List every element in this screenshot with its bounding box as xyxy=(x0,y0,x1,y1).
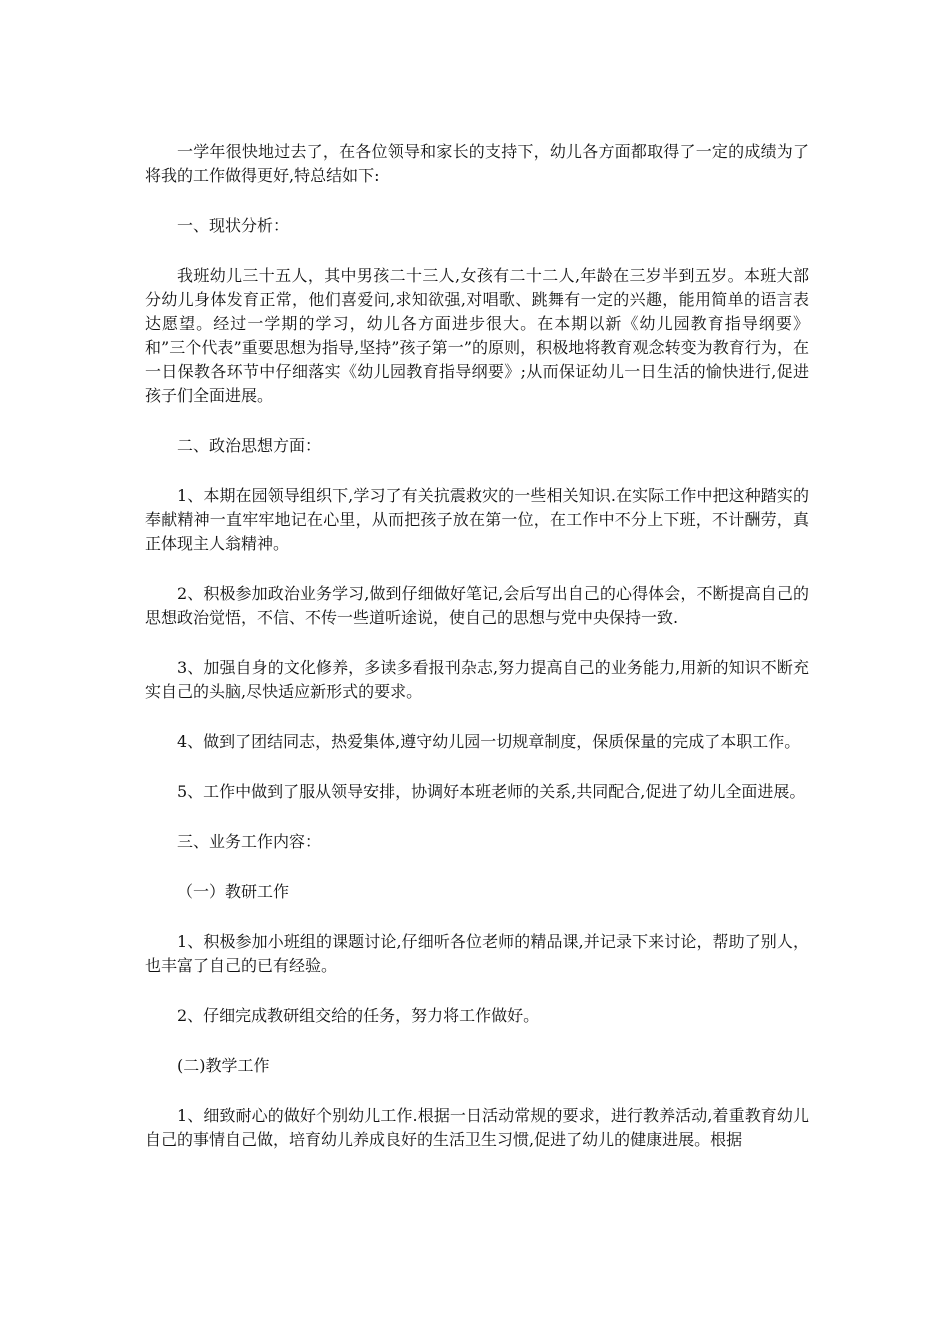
politics-item: 1、本期在园领导组织下,学习了有关抗震救灾的一些相关知识.在实际工作中把这种踏实的奉献精神一直牢牢地记在心里，从而把孩子放在第一位，在工作中不分上下班，不计酬劳，真正体现主人翁精神。 xyxy=(145,486,809,553)
research-item: 1、积极参加小班组的课题讨论,仔细听各位老师的精品课,并记录下来讨论，帮助了别人，也丰富了自己的已有经验。 xyxy=(145,932,809,975)
section-heading-politics: 二、政治思想方面： xyxy=(177,436,322,455)
politics-item: 2、积极参加政治业务学习,做到仔细做好笔记,会后写出自己的心得体会，不断提高自己的思想政治觉悟，不信、不传一些道听途说，使自己的思想与党中央保持一致. xyxy=(145,584,809,627)
teaching-item: 1、细致耐心的做好个别幼儿工作.根据一日活动常规的要求，进行教养活动,着重教育幼儿自己的事情自己做，培育幼儿养成良好的生活卫生习惯,促进了幼儿的健康进展。根据 xyxy=(145,1106,809,1149)
intro-paragraph: 一学年很快地过去了，在各位领导和家长的支持下，幼儿各方面都取得了一定的成绩为了将我的工作做得更好,特总结如下: xyxy=(145,142,809,185)
status-analysis-paragraph: 我班幼儿三十五人，其中男孩二十三人,女孩有二十二人,年龄在三岁半到五岁。本班大部分幼儿身体发育正常，他们喜爱问,求知欲强,对唱歌、跳舞有一定的兴趣，能用简单的语言表达愿望。经过一学期的学习，幼儿各方面进步很大。在本期以新《幼儿园教育指导纲要》和”三个代表”重要思想为指导,坚持”孩子第一”的原则，积极地将教育观念转变为教育行为，在一日保教各环节中仔细落实《幼儿园教育指导纲要》;从而保证幼儿一日生活的愉快进行,促进孩子们全面进展。 xyxy=(145,266,809,405)
subsection-heading-teaching: (二)教学工作 xyxy=(177,1056,270,1075)
politics-item: 4、做到了团结同志，热爱集体,遵守幼儿园一切规章制度，保质保量的完成了本职工作。 xyxy=(177,732,801,751)
subsection-heading-research: （一）教研工作 xyxy=(177,882,290,901)
document-page xyxy=(145,140,809,1178)
politics-item: 5、工作中做到了服从领导安排，协调好本班老师的关系,共同配合,促进了幼儿全面进展。 xyxy=(177,782,806,801)
research-item: 2、仔细完成教研组交给的任务，努力将工作做好。 xyxy=(177,1006,540,1025)
politics-item: 3、加强自身的文化修养，多读多看报刊杂志,努力提高自己的业务能力,用新的知识不断充实自己的头脑,尽快适应新形式的要求。 xyxy=(145,658,809,701)
section-heading-work: 三、业务工作内容： xyxy=(177,832,322,851)
section-heading-status: 一、现状分析： xyxy=(177,216,290,235)
